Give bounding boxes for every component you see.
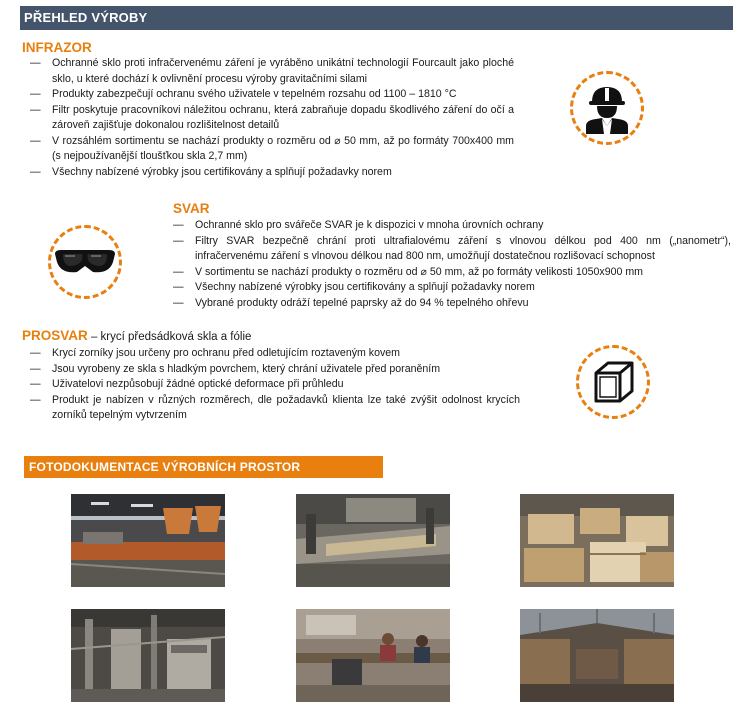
page-header-bar [20, 6, 733, 30]
prosvar-heading-suffix: – krycí předsádková skla a fólie [87, 331, 252, 343]
welding-goggles-icon [53, 246, 117, 278]
list-item: — Ochranné sklo pro svářeče SVAR je k dispozici v mnoha úrovních ochrany [173, 218, 731, 234]
warehouse-hall-photo [520, 609, 674, 702]
list-item: — V sortimentu se nachází produkty o rozměru od ⌀ 50 mm, až po formáty velikosti 1050x900 mm [173, 265, 731, 281]
glass-stock-crates-photo [520, 494, 674, 587]
welding-goggles-badge [48, 225, 122, 299]
furnace-hall-photo [71, 494, 225, 587]
list-item: — Krycí zorníky jsou určeny pro ochranu před odletujícím roztaveným kovem [30, 346, 520, 362]
svar-bullet-list [173, 218, 731, 311]
list-item: — Produkt je nabízen v různých rozměrech, dle požadavků klienta lze také zvýšit odolnost krycích zorníků tepelným vytvrzením [30, 393, 520, 424]
infrazor-bullet-list [30, 56, 514, 180]
machinery-room-photo [71, 609, 225, 702]
list-item: — Vybrané produkty odráží tepelné paprsky až do 94 % tepelného ohřevu [173, 296, 731, 312]
list-item: — Filtry SVAR bezpečně chrání proti ultrafialovému záření s vlnovou délkou pod 400 nm („nanometr“), infračervenému záření s vlnovou délkou nad 800 nm, umožňují dostatečnou rozlišovací schopnost [173, 234, 731, 265]
prosvar-heading [22, 328, 251, 343]
office-workers-photo [296, 609, 450, 702]
glass-pane-badge [576, 345, 650, 419]
worker-helmet-badge [570, 71, 644, 145]
page-title: PŘEHLED VÝROBY [24, 10, 148, 25]
glass-drawing-line-photo [296, 494, 450, 587]
svar-heading: SVAR [173, 201, 210, 216]
list-item: — Ochranné sklo proti infračervenému záření je vyráběno unikátní technologií Fourcault jako ploché sklo, u které dochází k ovlivnění procesu výroby gravitačními silami [30, 56, 514, 87]
prosvar-bullet-list [30, 346, 520, 424]
list-item: — V rozsáhlém sortimentu se nachází produkty o rozměru od ⌀ 50 mm, až po formáty 700x400 mm (s nejpoužívanější tloušťkou skla 2,7 mm) [30, 134, 514, 165]
list-item: — Produkty zabezpečují ochranu svého uživatele v tepelném rozsahu od 1100 – 1810 °C [30, 87, 514, 103]
infrazor-heading: INFRAZOR [22, 40, 92, 55]
glass-pane-icon [590, 359, 636, 405]
photo-section-bar [24, 456, 383, 478]
list-item: — Uživatelovi nezpůsobují žádné optické deformace při průhledu [30, 377, 520, 393]
list-item: — Jsou vyrobeny ze skla s hladkým povrchem, který chrání uživatele před poraněním [30, 362, 520, 378]
list-item: — Všechny nabízené výrobky jsou certifikovány a splňují požadavky norem [173, 280, 731, 296]
photo-section-title: FOTODOKUMENTACE VÝROBNÍCH PROSTOR [29, 460, 301, 474]
list-item: — Filtr poskytuje pracovníkovi náležitou ochranu, která zabraňuje dopadu škodlivého záření do očí a zároveň zajišťuje dokonalou rozlišitelnost detailů [30, 103, 514, 134]
worker-helmet-icon [582, 82, 632, 134]
list-item: — Všechny nabízené výrobky jsou certifikovány a splňují požadavky norem [30, 165, 514, 181]
prosvar-heading-label: PROSVAR [22, 328, 88, 343]
